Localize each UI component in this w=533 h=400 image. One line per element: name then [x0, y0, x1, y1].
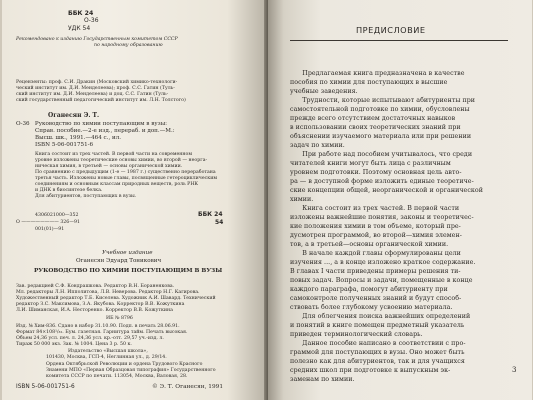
print-info-line-2: Формат 84×108¹/₃₂. Бум. газетная. Гарнитура тайм. Печать высокая.: [16, 330, 188, 335]
preface-line-22: изучения ..., а в конце изложено краткое содержание.: [290, 259, 476, 266]
preface-line-23: В главах I части приведены примеры решения ти-: [290, 268, 461, 275]
preface-line-6: прежде всего отсутствием достаточных навыков: [290, 115, 456, 122]
annotation-line-8: Для абитуриентов, поступающих в вузы.: [35, 194, 137, 199]
reviewers-line-1: Рецензенты: проф. С.И. Дракин (Московский химико-технологи-: [16, 80, 178, 85]
preface-line-9: задач по химии.: [290, 142, 345, 149]
preface-line-33: полезно как для абитуриентов, так и для учащихся: [290, 358, 465, 365]
copyright-notice: © Э. Т. Оганесян, 1991: [152, 384, 224, 390]
right-page-preface: [268, 0, 532, 400]
code-line-1: 4306021000—352: [35, 213, 79, 218]
preface-line-7: в использовании своих теоретических знаний при: [290, 124, 461, 131]
left-page-imprint: [2, 0, 267, 400]
print-info-line-5: Издательство «Высшая школа»,: [68, 349, 148, 354]
preface-line-4: Трудности, которые испытывают абитуриенты при: [290, 97, 476, 104]
udk-code: УДК 54: [68, 25, 91, 32]
code-line-3: 001(01)—91: [35, 227, 65, 232]
preface-line-24: повых задач. Вопросы и задачи, помещенные в конце: [290, 277, 473, 284]
preface-line-29: и понятий в книге помещен предметный указатель: [290, 322, 465, 329]
preface-line-17: изложены важнейшие понятия, законы и теоретичес-: [290, 214, 474, 221]
isbn-bottom: ISBN 5-06-001751-6: [16, 384, 75, 390]
bbk-code-2-number: 54: [215, 219, 224, 226]
bbk-code-2: ББК 24: [198, 211, 223, 218]
annotation-line-3: ническая химия, в третьей — основы органической химии.: [35, 164, 183, 169]
reviewers-line-3: ский институт им. Д.И. Менделеева) и доц. С.С. Гатин (Туль-: [16, 92, 169, 97]
preface-line-30: приведен терминологический словарь.: [290, 331, 423, 338]
credits-line-2: Мл. редакторы Л.Н. Ипполитова, Л.В. Неверова. Редактор Н.Г. Кагирова.: [16, 290, 200, 295]
print-info-line-6: 101430, Москва, ГСП-4, Неглинная ул., д. 29/14.: [46, 355, 167, 360]
preface-line-26: самоконтроле полученных знаний и будут способ-: [290, 295, 462, 302]
annotation-line-1: Книга состоит из трех частей. В первой части на современном: [35, 152, 193, 157]
preface-line-12: уровнем подготовки. Поэтому основная цель авто-: [290, 169, 462, 176]
book-title-caps: РУКОВОДСТВО ПО ХИМИИ ПОСТУПАЮЩИМ В ВУЗЫ: [34, 268, 223, 274]
author-full-name: Оганесян Эдуард Тоникович: [76, 258, 162, 264]
biblio-line-1: О-36 Руководство по химии поступающим в вузы:: [16, 121, 168, 127]
biblio-line-4: ISBN 5-06-001751-6: [35, 142, 94, 148]
bbk-code: ББК 24: [68, 10, 94, 17]
preface-heading: ПРЕДИСЛОВИЕ: [356, 25, 426, 35]
print-info-line-7: Ордена Октябрьской Революции и ордена Трудового Красного: [46, 362, 203, 367]
call-number: О-36: [84, 17, 99, 24]
annotation-line-7: и ДНК в биосинтезе белка.: [35, 188, 103, 193]
author-name: Оганесян Э. Т.: [48, 112, 100, 119]
preface-line-32: граммой для поступающих в вузы. Оно может быть: [290, 349, 465, 356]
annotation-line-2: уровне изложены теоретические основы химии, во второй — неорга-: [35, 158, 208, 163]
preface-line-14: ские концепции общей, неорганической и органической: [290, 187, 483, 194]
print-info-line-3: Объем 24,36 усл. печ. л. 24,36 усл. кр.-отт. 29,57 уч.-изд. л.: [16, 336, 164, 341]
preface-line-16: Книга состоит из трех частей. В первой части: [290, 205, 460, 212]
preface-line-11: читателей книги могут быть лица с различным: [290, 160, 451, 167]
preface-line-21: В начале каждой главы сформулированы цели: [290, 250, 461, 257]
edition-type: Учебное издание: [102, 250, 153, 256]
annotation-line-6: соединениям и основным классам природных веществ, роль РНК: [35, 182, 199, 187]
annotation-line-5: третья часть. Изложены новые главы, посвященные гетероциклическим: [35, 176, 217, 181]
preface-line-1: Предлагаемая книга предназначена в качестве: [290, 70, 465, 77]
preface-line-8: объяснении изучаемого материала или при решении: [290, 133, 472, 140]
order-number: ИБ № 8796: [106, 316, 133, 321]
print-info-line-9: комитета СССР по печати. 113054, Москва, Валовая, 28.: [46, 374, 188, 379]
preface-line-15: химии.: [290, 196, 314, 203]
preface-line-3: учебные заведения.: [290, 88, 358, 95]
preface-line-31: Данное пособие написано в соответствии с про-: [290, 340, 466, 347]
credits-line-5: Л.И. Шиманская, И.А. Несторенко. Корректор В.В. Кожуткина: [16, 308, 173, 313]
page-number: 3: [512, 366, 517, 374]
approval-line-2: по народному образованию: [94, 43, 163, 48]
approval-line-1: Рекомендовано к изданию Государственным комитетом СССР: [16, 37, 178, 42]
print-info-line-1: Изд. № Хим-836. Сдано в набор 31.10.90. Подп. в печать 28.06.91.: [16, 324, 180, 329]
preface-line-18: кие положения химии в том объеме, который пре-: [290, 223, 461, 230]
code-line-2: О ———————— 326—91: [16, 220, 80, 225]
credits-line-4: редактор З.С. Максимова, З.А. Якубова. Корректор В.В. Кожуткина: [16, 302, 185, 307]
biblio-line-2: Справ. пособие.—2-е изд., перераб. и доп.—М.:: [35, 128, 175, 134]
preface-line-13: ра — в доступной форме изложить единые теоретиче-: [290, 178, 474, 185]
preface-line-28: Для облегчения поиска важнейших определений: [290, 313, 471, 320]
annotation-line-4: По сравнению с предыдущим (1-е — 1987 г.) существенно переработана: [35, 170, 216, 175]
preface-line-20: тов, а в третьей—основы органической химии.: [290, 241, 449, 248]
preface-line-35: заменам по химии.: [290, 376, 355, 383]
credits-line-1: Зав. редакцией С.Ф. Кондрашкова. Редактор В.Н. Бораненкова.: [16, 284, 175, 289]
reviewers-line-4: ский государственный педагогический институт им. Л.Н. Толстого): [16, 98, 186, 103]
preface-line-34: средних школ при подготовке к выпускным эк-: [290, 367, 451, 374]
biblio-line-3: Высш. шк., 1991.—464 с., ил.: [35, 135, 122, 141]
heading-rule: [290, 40, 508, 41]
print-info-line-8: Знамени МПО «Первая Образцовая типография» Государственного: [46, 368, 216, 373]
preface-line-2: пособия по химии для поступающих в высшие: [290, 79, 448, 86]
preface-line-27: ствовать более глубокому усвоению материала.: [290, 304, 453, 311]
print-info-line-4: Тираж 50 000 экз. Зак. № 1004. Цена 3 р. 50 к.: [16, 342, 132, 347]
preface-line-25: каждого параграфа, помогут абитуриенту при: [290, 286, 448, 293]
reviewers-line-2: ческий институт им. Д.И. Менделеева); проф. С.С. Гатин (Туль-: [16, 86, 175, 91]
preface-line-5: самостоятельной подготовке по химии, обусловлены: [290, 106, 470, 113]
open-book: [2, 0, 532, 400]
preface-line-10: При работе над пособием учитывалось, что среди: [290, 151, 473, 158]
credits-line-3: Художественный редактор Т.Б. Киселева. Художник А.И. Шавард. Технический: [16, 296, 216, 301]
preface-line-19: дусмотрен программой, во второй—химия элемен-: [290, 232, 462, 239]
